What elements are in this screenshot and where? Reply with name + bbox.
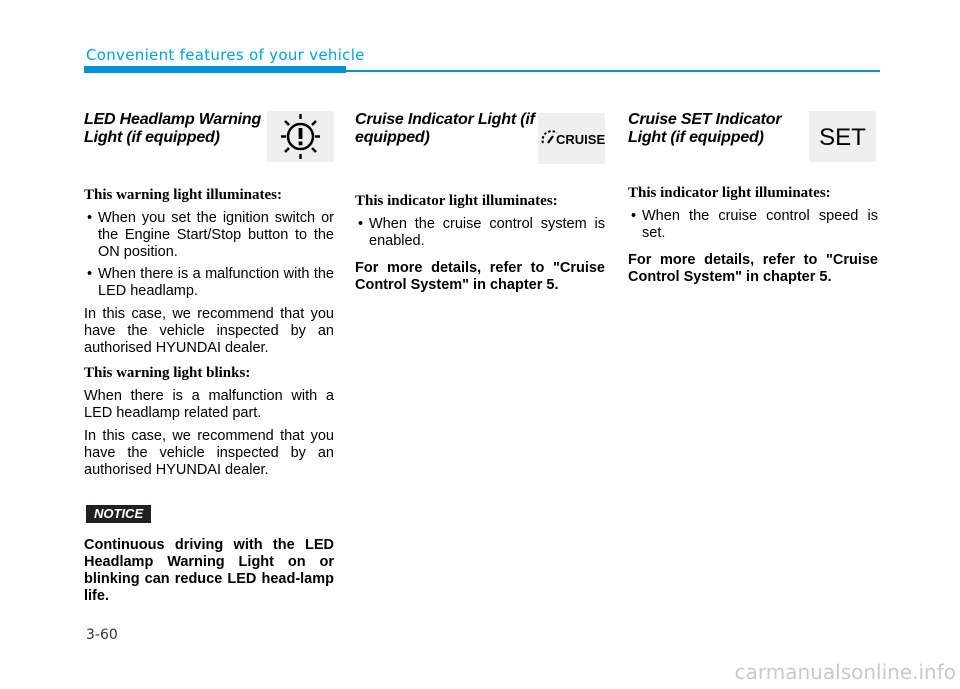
list-item: • When the cruise control system is enabled. [355,216,605,250]
cruise-set-indicator-icon [809,111,876,162]
page-number: 3-60 [86,627,118,643]
cruise-indicator-icon [538,113,605,164]
cruise-indicator-section [355,111,605,294]
paragraph: In this case, we recommend that you have the vehicle inspected by an authorised HYUNDAI dealer. [84,306,334,356]
section-heading: LED Headlamp Warning Light (if equipped) [84,111,262,146]
header-rule-thick [84,66,346,73]
notice-text: Continuous driving with the LED Headlamp Warning Light on or blinking can reduce LED head-lamp life. [84,537,334,604]
watermark: carmanualsonline.info [734,660,956,684]
cruise-set-section [628,111,878,286]
subheading-illuminates: This warning light illuminates: [84,187,282,203]
notice-badge: NOTICE [86,505,151,523]
set-icon-label: SET [819,124,866,151]
section-heading: Cruise Indicator Light (if equipped) [355,111,535,146]
led-headlamp-section [84,111,334,605]
subheading-blinks: This warning light blinks: [84,365,251,381]
subheading-illuminates: This indicator light illuminates: [355,193,558,209]
section-title: Convenient features of your vehicle [86,46,365,64]
reference-note: For more details, refer to "Cruise Control System" in chapter 5. [355,260,605,293]
cruise-icon-label: CRUISE [556,132,605,147]
subheading-illuminates: This indicator light illuminates: [628,185,831,201]
bullet-list [628,208,878,242]
header-rule-thin [346,70,880,72]
list-item: • When there is a malfunction with the LED headlamp. [84,266,334,300]
list-item: • When you set the ignition switch or the Engine Start/Stop button to the ON position. [84,210,334,261]
paragraph: In this case, we recommend that you have the vehicle inspected by an authorised HYUNDAI dealer. [84,428,334,478]
led-headlamp-warning-icon [267,111,334,162]
section-heading: Cruise SET Indicator Light (if equipped) [628,111,782,146]
paragraph: When there is a malfunction with a LED headlamp related part. [84,388,334,421]
bullet-list [355,216,605,250]
list-item: • When the cruise control speed is set. [628,208,878,242]
reference-note: For more details, refer to "Cruise Control System" in chapter 5. [628,252,878,285]
bullet-list [84,210,334,300]
